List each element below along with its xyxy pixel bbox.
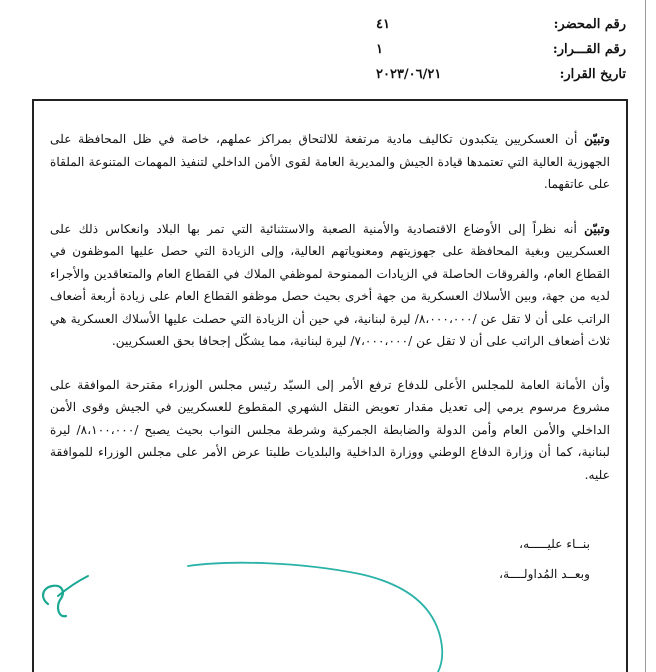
decision-date-row — [366, 62, 626, 87]
decision-date-label: تاريخ القرار: — [559, 67, 626, 82]
decision-number-value: ١ — [376, 42, 383, 57]
paragraph-1-lead: وتبيّن — [584, 132, 610, 146]
closing-line-1: بنــاء عليـــــه، — [519, 537, 590, 551]
closing-lines — [390, 529, 590, 589]
paragraph-2-text: أنه نظراً إلى الأوضاع الاقتصادية والأمنية الصعبة والاستثنائية التي تمر بها البلاد وانعكاس ذلك على العسكريين وبغية المحافظة على جهوزيتهم ومعنوياتهم العالية، وإلى الزيادة التي حصل عليها الموظفون في القطاع العام، والفروقات الحاصلة في الزيادات الممنوحة لموظفي الملاك في القطاع العام والمتعاقدين والأجراء لديه من جهة، وبين الأسلاك العسكرية من جهة أخرى بحيث حصل موظفو القطاع العام على زيادة أربعة أضعاف الراتب على أن لا تقل عن /٨،٠٠٠،٠٠٠/ ليرة لبنانية، في حين أن الزيادة التي حصلت عليها الأسلاك العسكرية هي ثلاث أضعاف الراتب على أن لا تقل عن /٧،٠٠٠،٠٠٠/ ليرة لبنانية، مما يشكّل إجحافا بحق العسكريين. — [50, 221, 610, 348]
paragraph-1-text: أن العسكريين يتكبدون تكاليف مادية مرتفعة للالتحاق بمراكز عملهم، خاصة في ظل المحافظة على الجهوزية العالية التي تعتمدها قيادة الجيش والمديرية العامة لقوى الأمن الداخلي لتنفيذ المهمات المتنوعة الملقاة على عاتقهما. — [50, 132, 610, 191]
paragraph-2-lead: وتبيّن — [584, 221, 610, 236]
closing-line-2: وبعــد المُداولــــة، — [499, 567, 590, 581]
decision-header — [366, 12, 626, 87]
minutes-number-row — [366, 12, 626, 37]
paragraph-2 — [50, 218, 610, 353]
decision-date-value: ٢٠٢٣/٠٦/٢١ — [376, 67, 442, 82]
paragraph-3-text: وأن الأمانة العامة للمجلس الأعلى للدفاع ترفع الأمر إلى السيّد رئيس مجلس الوزراء مقترحة الموافقة على مشروع مرسوم يرمي إلى تعديل مقدار تعويض النقل الشهري المقطوع للعسكريين في الجيش وقوى الأمن الداخلي والأمن العام وأمن الدولة والضابطة الجمركية وشرطة مجلس النواب بحيث يصبح /٨،١٠٠،٠٠٠/ ليرة لبنانية، كما أن وزارة الدفاع الوطني ووزارة الداخلية والبلديات طلبتا عرض الأمر على مجلس الوزراء للموافقة عليه. — [50, 377, 610, 482]
minutes-number-value: ٤١ — [376, 17, 390, 32]
paragraph-1 — [50, 128, 610, 196]
page-edge — [645, 0, 646, 672]
document-body — [50, 128, 610, 508]
minutes-number-label: رقم المحضر: — [553, 17, 626, 32]
decision-number-label: رقم القـــرار: — [552, 42, 626, 57]
paragraph-3 — [50, 374, 610, 487]
decision-number-row — [366, 37, 626, 62]
